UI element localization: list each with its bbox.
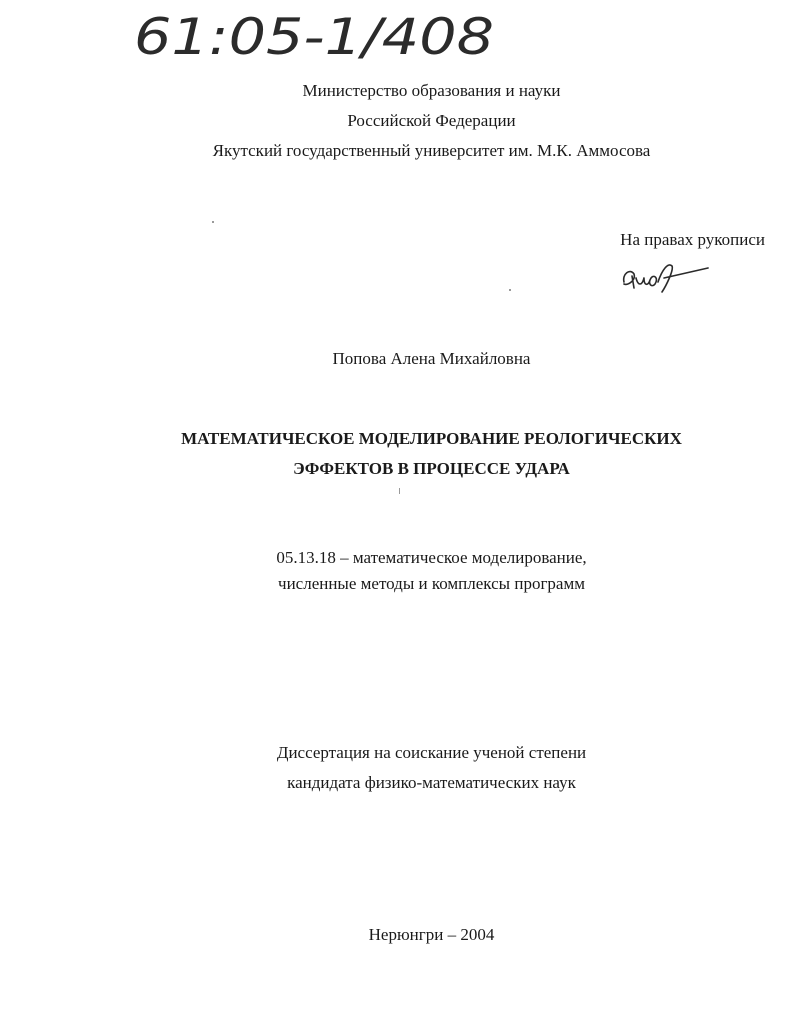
university-name: Якутский государственный университет им. М.К. Аммосова <box>212 141 651 160</box>
degree-statement-line-2: кандидата физико-математических наук <box>287 773 576 792</box>
dissertation-title-line-1: МАТЕМАТИЧЕСКОЕ МОДЕЛИРОВАНИЕ РЕОЛОГИЧЕСКИХ <box>181 429 682 448</box>
specialty-code-line-1: 05.13.18 – математическое моделирование, <box>276 548 587 567</box>
scan-speck <box>509 289 511 291</box>
handwritten-catalog-code <box>130 2 500 64</box>
handwritten-code-drawing <box>130 2 500 64</box>
degree-statement-line-1: Диссертация на соискание ученой степени <box>276 743 587 762</box>
specialty-code-line-2: численные методы и комплексы программ <box>278 574 585 593</box>
federation-name: Российской Федерации <box>347 111 516 130</box>
scan-speck <box>399 488 400 494</box>
scan-speck <box>212 221 214 223</box>
handwritten-code-text: 61:05-1/408 <box>134 8 494 64</box>
ministry-name: Министерство образования и науки <box>302 81 561 100</box>
place-and-year: Нерюнгри – 2004 <box>368 925 495 944</box>
author-name: Попова Алена Михайловна <box>332 349 531 368</box>
author-signature <box>618 256 710 296</box>
manuscript-rights-note: На правах рукописи <box>620 230 765 249</box>
signature-drawing <box>618 256 710 296</box>
dissertation-title-line-2: ЭФФЕКТОВ В ПРОЦЕССЕ УДАРА <box>293 459 570 478</box>
